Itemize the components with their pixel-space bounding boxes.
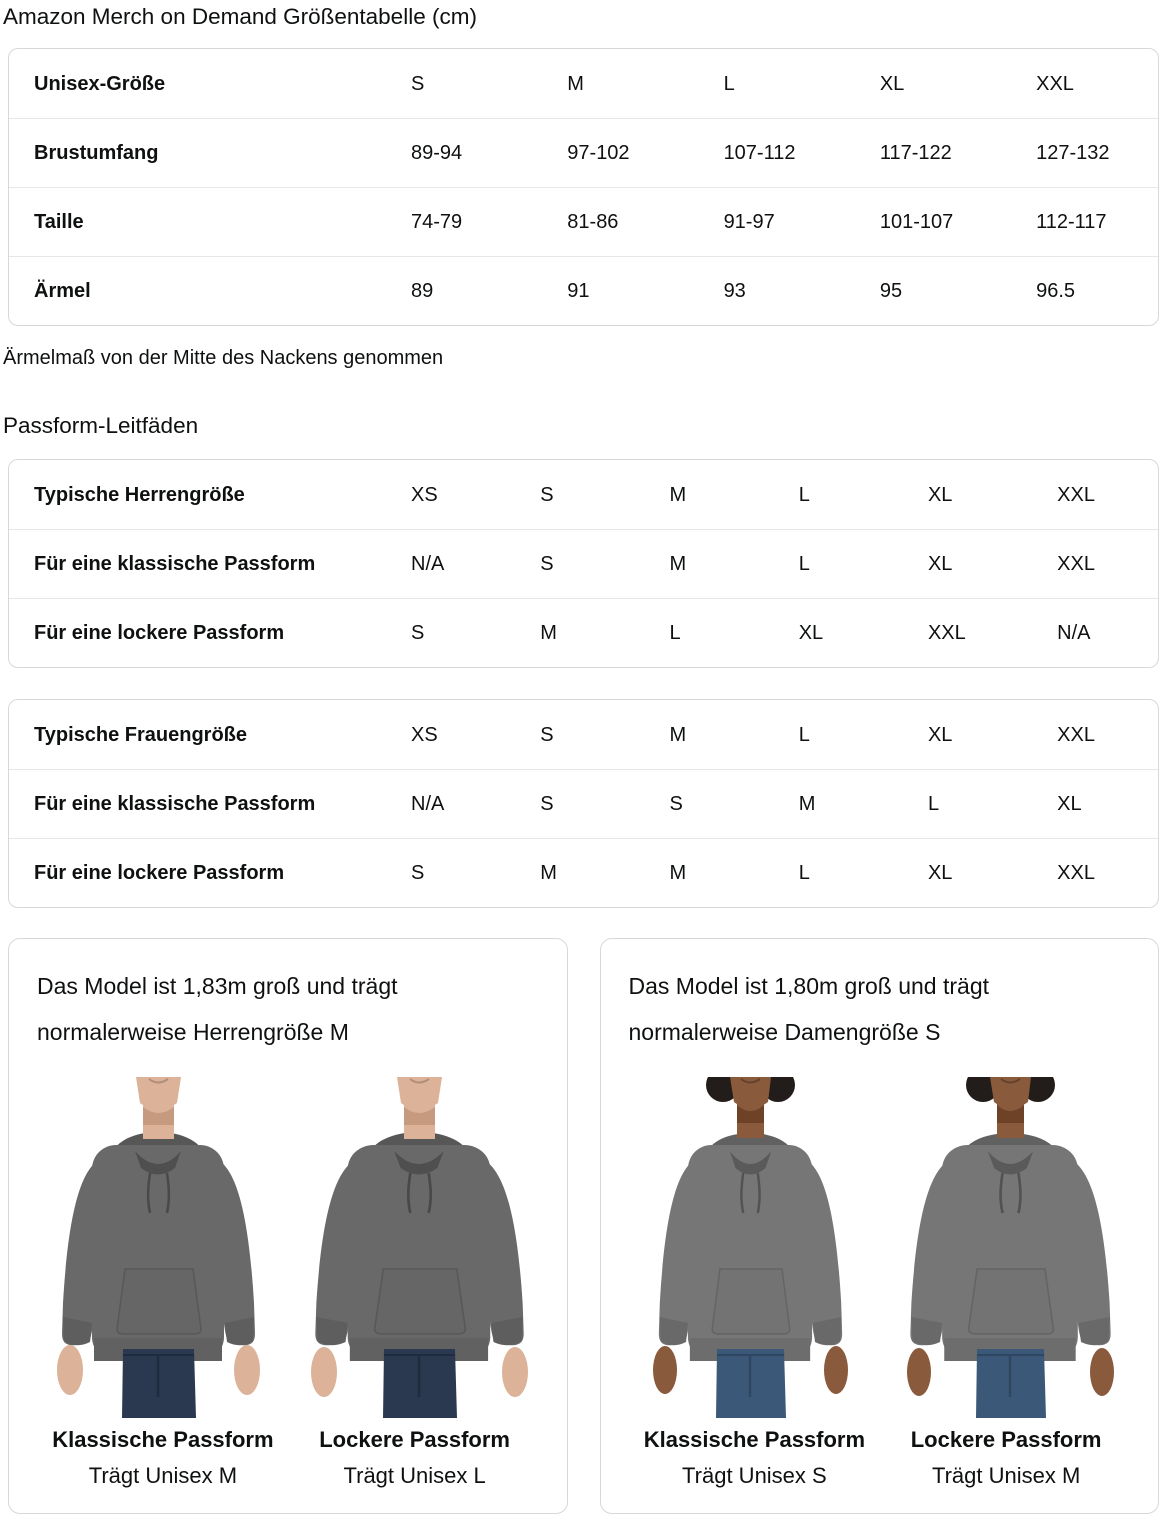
row-label: Für eine lockere Passform <box>34 862 285 884</box>
cell-value: XXL <box>927 622 966 644</box>
sleeve-measure-note: Ärmelmaß von der Mitte des Nackens genommen <box>3 347 444 369</box>
photo-caption <box>289 1426 541 1489</box>
cell-value: XXL <box>1057 862 1095 884</box>
cell-value: 95 <box>879 280 903 302</box>
cell-value: 112-117 <box>1036 211 1107 233</box>
cell-value: XS <box>411 483 438 506</box>
cell-value: M <box>669 862 687 884</box>
model-description: Das Model ist 1,80m groß und trägt normalerweise Damengröße S <box>628 973 989 1045</box>
unisex-size-table <box>8 48 1159 326</box>
cell-value: 91-97 <box>723 211 775 233</box>
cell-value: XL <box>927 553 953 575</box>
table-row <box>9 769 1158 838</box>
size-worn-label: Trägt Unisex M <box>88 1463 238 1488</box>
model-photo-female-classic-fit <box>629 1077 872 1422</box>
row-label: Taille <box>34 211 84 233</box>
cell-value: N/A <box>1057 622 1091 644</box>
cell-value: 93 <box>723 280 746 302</box>
cell-value: 91 <box>567 280 590 302</box>
cell-value: L <box>927 793 940 815</box>
cell-value: L <box>798 483 810 506</box>
cell-value: S <box>411 622 425 644</box>
size-worn-label: Trägt Unisex S <box>682 1463 827 1488</box>
cell-value: XL <box>927 483 953 506</box>
caption-row <box>37 1426 541 1489</box>
cell-value: XXL <box>1057 723 1095 746</box>
row-label: Brustumfang <box>34 142 159 164</box>
cell-value: XXL <box>1057 483 1095 506</box>
cell-value: 107-112 <box>723 142 796 164</box>
fit-guides-heading: Passform-Leitfäden <box>3 413 199 438</box>
cell-value: L <box>669 622 681 644</box>
cell-value: XXL <box>1057 553 1095 575</box>
cell-value: XL <box>1057 793 1082 815</box>
cell-value: N/A <box>411 793 445 815</box>
cell-value: L <box>798 862 810 884</box>
table-row <box>9 529 1158 598</box>
cell-value: M <box>669 483 687 506</box>
model-description: Das Model ist 1,83m groß und trägt normalerweise Herrengröße M <box>37 973 398 1045</box>
cell-value: XL <box>798 622 824 644</box>
photo-row <box>629 1077 1133 1422</box>
mens-model-card <box>8 938 568 1514</box>
row-label: Für eine lockere Passform <box>34 622 285 644</box>
table-row <box>9 700 1158 769</box>
cell-value: 81-86 <box>567 211 619 233</box>
table-row <box>9 256 1158 325</box>
page-title: Amazon Merch on Demand Größentabelle (cm) <box>3 4 477 29</box>
cell-value: 96.5 <box>1036 280 1076 302</box>
size-header: S <box>411 72 425 95</box>
table-row <box>9 598 1158 667</box>
row-label: Ärmel <box>34 280 91 302</box>
fit-label: Klassische Passform <box>52 1427 274 1452</box>
model-photo-male-loose-fit <box>298 1077 541 1422</box>
cell-value: 101-107 <box>879 211 954 233</box>
mens-fit-table <box>8 459 1159 668</box>
size-header: L <box>723 72 735 95</box>
photo-caption <box>629 1426 881 1489</box>
size-header: XL <box>879 72 905 95</box>
photo-caption <box>37 1426 289 1489</box>
cell-value: N/A <box>411 553 445 575</box>
table-row <box>9 49 1158 118</box>
cell-value: XS <box>411 723 438 746</box>
size-header: M <box>567 72 584 95</box>
cell-value: 97-102 <box>567 142 630 164</box>
cell-value: 89-94 <box>411 142 463 164</box>
cell-value: M <box>669 553 687 575</box>
womens-fit-table <box>8 699 1159 908</box>
model-photo-female-loose-fit <box>889 1077 1132 1422</box>
row-label: Unisex-Größe <box>34 72 166 95</box>
row-label: Typische Herrengröße <box>34 483 245 506</box>
fit-label: Lockere Passform <box>319 1427 510 1452</box>
cell-value: 117-122 <box>879 142 952 164</box>
cell-value: S <box>540 723 554 746</box>
table-row <box>9 118 1158 187</box>
cell-value: 89 <box>411 280 434 302</box>
model-cards <box>8 938 1159 1514</box>
cell-value: S <box>540 793 554 815</box>
photo-row <box>37 1077 541 1422</box>
cell-value: S <box>540 483 554 506</box>
caption-row <box>629 1426 1133 1489</box>
cell-value: S <box>669 793 683 815</box>
table-row <box>9 460 1158 529</box>
cell-value: 74-79 <box>411 211 463 233</box>
row-label: Für eine klassische Passform <box>34 553 316 575</box>
cell-value: M <box>798 793 816 815</box>
fit-label: Lockere Passform <box>910 1427 1102 1452</box>
cell-value: XL <box>927 862 953 884</box>
table-row <box>9 838 1158 907</box>
womens-model-card <box>600 938 1160 1514</box>
row-label: Typische Frauengröße <box>34 723 248 746</box>
cell-value: M <box>540 862 557 884</box>
cell-value: 127-132 <box>1036 142 1110 164</box>
cell-value: L <box>798 553 810 575</box>
table-row <box>9 187 1158 256</box>
cell-value: M <box>669 723 687 746</box>
photo-caption <box>880 1426 1132 1489</box>
cell-value: S <box>540 553 554 575</box>
size-header: XXL <box>1036 72 1074 95</box>
fit-label: Klassische Passform <box>643 1427 866 1452</box>
row-label: Für eine klassische Passform <box>34 793 316 815</box>
cell-value: M <box>540 622 557 644</box>
size-worn-label: Trägt Unisex L <box>343 1463 486 1488</box>
cell-value: L <box>798 723 810 746</box>
model-photo-male-classic-fit <box>37 1077 280 1422</box>
cell-value: XL <box>927 723 953 746</box>
cell-value: S <box>411 862 425 884</box>
size-worn-label: Trägt Unisex M <box>931 1463 1081 1488</box>
